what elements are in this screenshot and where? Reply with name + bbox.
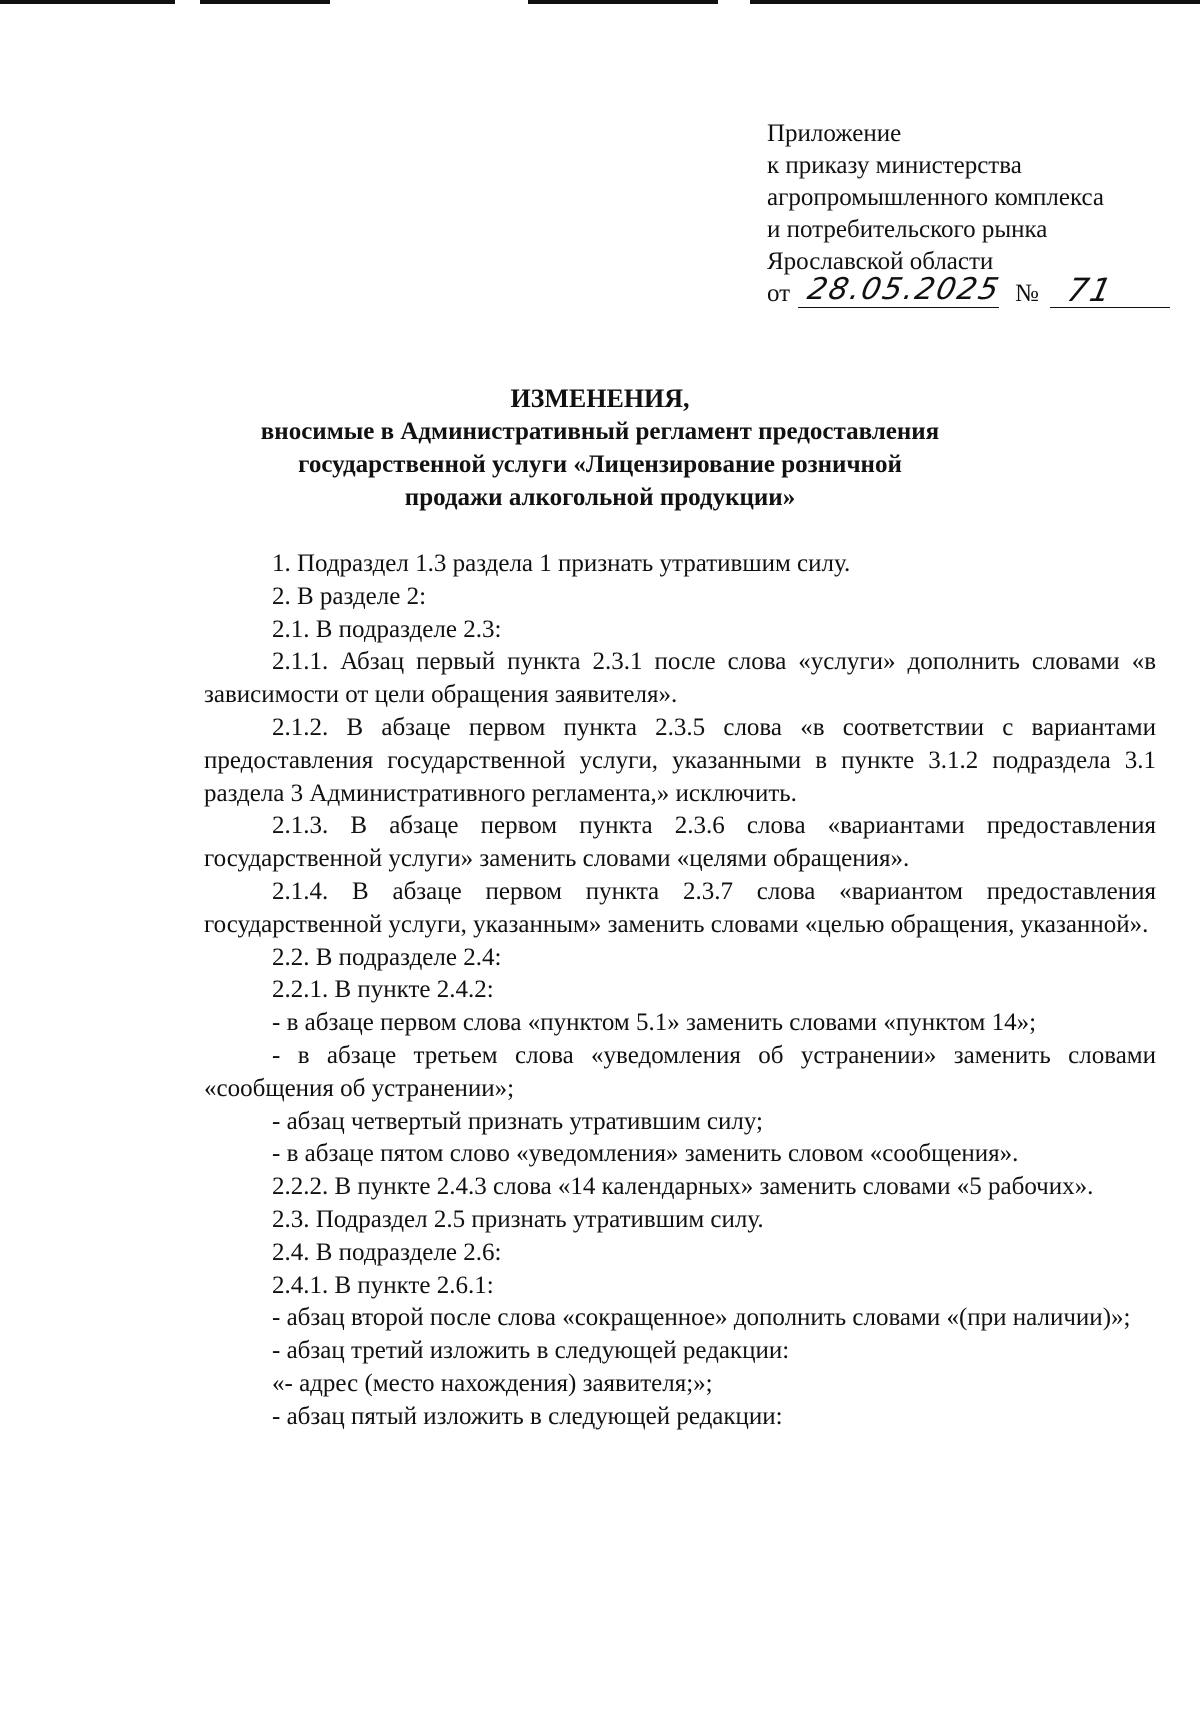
scan-edge-mark — [528, 0, 718, 4]
document-body — [204, 548, 1156, 1434]
scan-edge-mark — [200, 0, 330, 4]
paragraph: 2.4.1. В пункте 2.6.1: — [272, 1271, 494, 1299]
number-field — [1050, 271, 1170, 309]
paragraph: - в абзаце пятом слово «уведомления» заменить словом «сообщения». — [272, 1140, 1019, 1168]
document-heading — [200, 382, 1000, 514]
paragraph: 2.1.2. В абзаце первом пункта 2.3.5 слова «в соответствии с вариантами предоставления государственной услуги, указанными в пункте 3.1.2 подраздела 3.1 раздела 3 Административного регламента,» исключить. — [204, 713, 1156, 807]
paragraph: 2.2.2. В пункте 2.4.3 слова «14 календарных» заменить словами «5 рабочих». — [272, 1173, 1094, 1201]
document-subtitle-line: вносимые в Административный регламент предоставления — [260, 418, 940, 445]
appendix-line: Приложение — [767, 120, 902, 147]
paragraph: 2.1.1. Абзац первый пункта 2.3.1 после слова «услуги» дополнить словами «в зависимости от цели обращения заявителя». — [204, 648, 1156, 709]
scan-edge-mark — [750, 0, 1200, 4]
paragraph: 2.2. В подразделе 2.4: — [272, 943, 502, 971]
appendix-line: к приказу министерства — [767, 152, 1022, 179]
scan-edge-mark — [0, 0, 175, 4]
paragraph: - абзац третий изложить в следующей редакции: — [272, 1337, 790, 1365]
appendix-line: агропромышленного комплекса — [767, 184, 1105, 211]
order-date-number-line — [767, 271, 1177, 310]
paragraph: 2.1.3. В абзаце первом пункта 2.3.6 слова «вариантами предоставления государственной услуги» заменить словами «целями обращения». — [204, 812, 1156, 873]
paragraph: - абзац пятый изложить в следующей редакции: — [272, 1402, 783, 1430]
number-prefix: № — [1015, 280, 1039, 307]
paragraph: 2.1.4. В абзаце первом пункта 2.3.7 слова «вариантом предоставления государственной услуги, указанным» заменить словами «целью обращения, указанной». — [204, 877, 1156, 938]
date-field — [798, 272, 1004, 308]
appendix-line: Ярославской области — [767, 248, 994, 275]
paragraph: - в абзаце первом слова «пунктом 5.1» заменить словами «пунктом 14»; — [272, 1009, 1037, 1037]
paragraph: 2.1. В подразделе 2.3: — [272, 615, 502, 643]
document-title: ИЗМЕНЕНИЯ, — [510, 384, 690, 413]
paragraph: 2. В разделе 2: — [272, 582, 427, 610]
handwritten-number: 71 — [1063, 271, 1117, 309]
paragraph: - абзац второй после слова «сокращенное» дополнить словами «(при наличии)»; — [272, 1304, 1131, 1332]
handwritten-date: 28.05.2025 — [804, 272, 1004, 307]
paragraph: 1. Подраздел 1.3 раздела 1 признать утратившим силу. — [272, 550, 851, 577]
paragraph: 2.3. Подраздел 2.5 признать утратившим силу. — [272, 1205, 764, 1233]
paragraph: 2.4. В подразделе 2.6: — [272, 1238, 502, 1266]
appendix-line: и потребительского рынка — [767, 216, 1048, 243]
document-subtitle-line: продажи алкогольной продукции» — [404, 484, 796, 511]
paragraph: 2.2.1. В пункте 2.4.2: — [272, 976, 494, 1004]
paragraph: - в абзаце третьем слова «уведомления об устранении» заменить словами «сообщения об устранении»; — [204, 1041, 1156, 1102]
document-subtitle-line: государственной услуги «Лицензирование розничной — [298, 451, 902, 478]
date-prefix: от — [767, 280, 791, 307]
appendix-block — [767, 118, 1177, 310]
paragraph: «- адрес (место нахождения) заявителя;»; — [272, 1369, 713, 1397]
paragraph: - абзац четвертый признать утратившим силу; — [272, 1107, 763, 1135]
